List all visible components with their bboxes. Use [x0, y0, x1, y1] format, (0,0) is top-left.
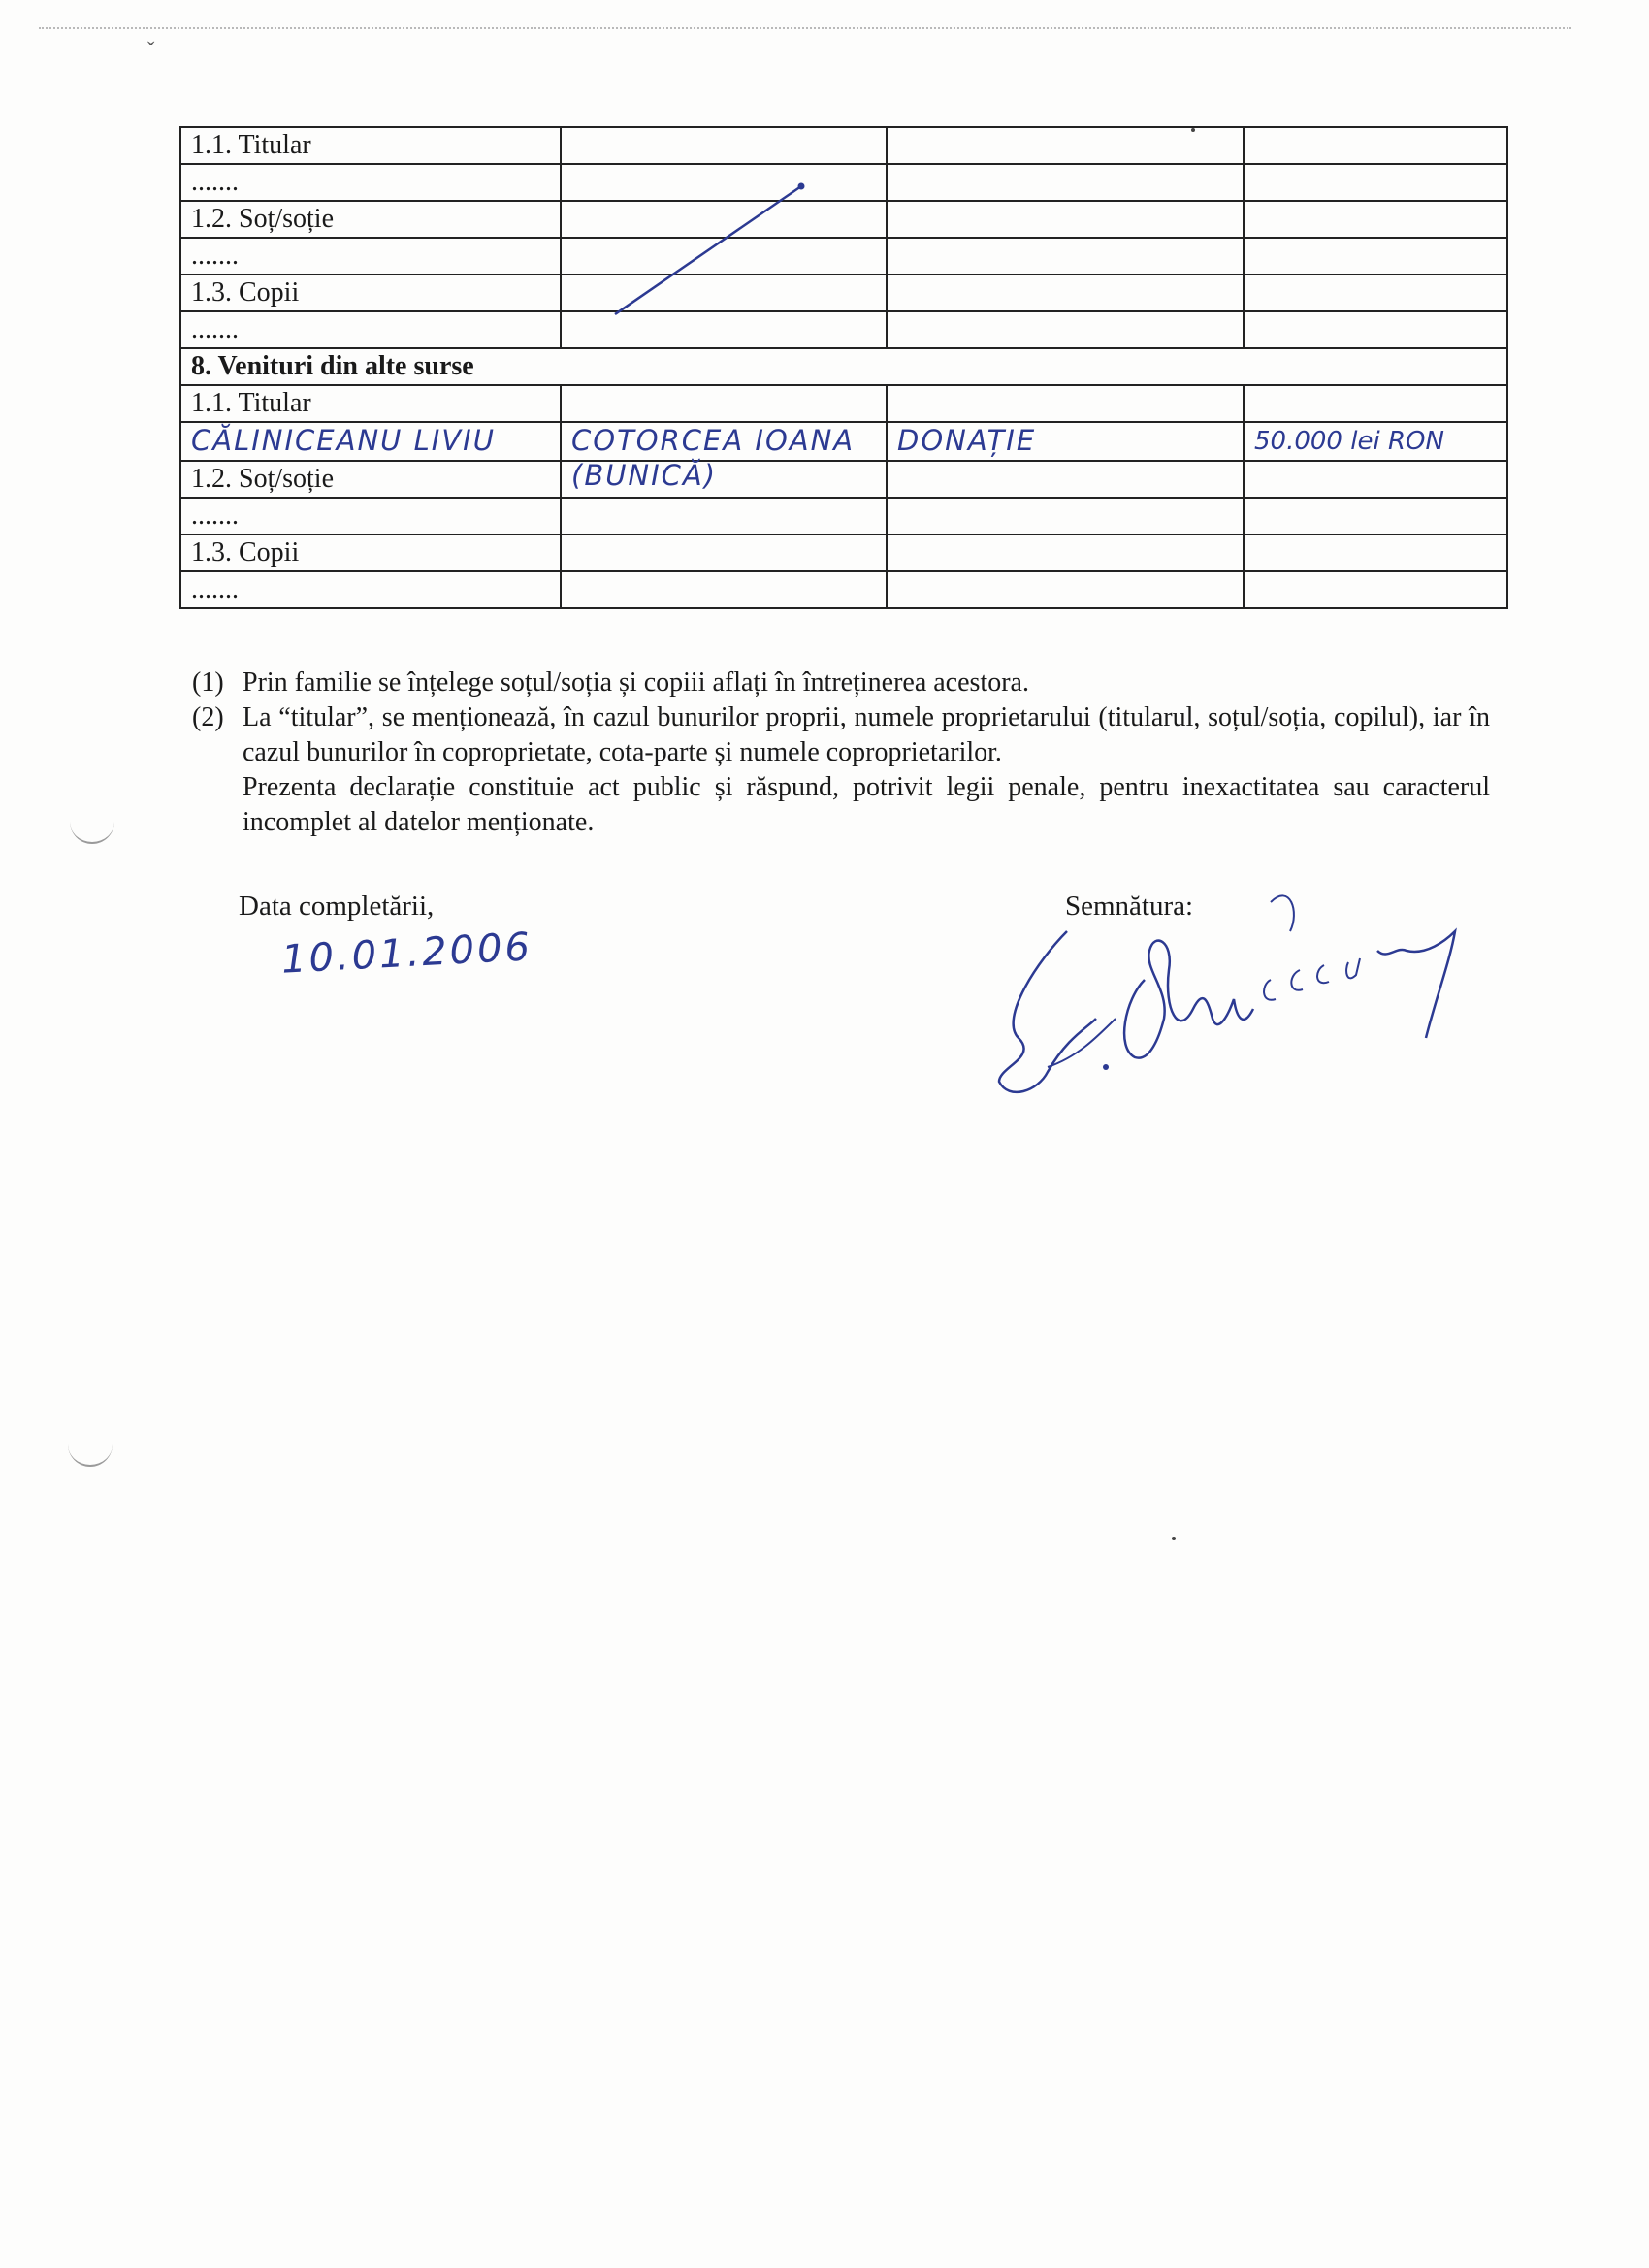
handwritten-titular: CĂLINICEANU LIVIU	[191, 424, 496, 457]
row-label: .......	[180, 311, 561, 348]
strike-stroke	[615, 186, 801, 314]
row-label: 1.1. Titular	[180, 385, 561, 422]
date-label: Data completării,	[239, 891, 435, 922]
signature	[980, 873, 1484, 1116]
footnote-text: Prin familie se înțelege soțul/soția și copiii aflați în întreținerea acestora.	[242, 667, 1029, 697]
handwritten-relation: (BUNICĂ)	[571, 459, 718, 492]
row-label: 1.2. Soț/soție	[180, 201, 561, 238]
footnote-number	[192, 770, 242, 840]
row-label: .......	[180, 238, 561, 275]
row-label: 1.1. Titular	[180, 127, 561, 164]
handwritten-source: COTORCEA IOANA	[571, 424, 856, 457]
strike-dot	[798, 183, 805, 190]
signature-label: Semnătura:	[1065, 891, 1194, 922]
row-label: 1.3. Copii	[180, 275, 561, 311]
row-label: .......	[180, 498, 561, 535]
footnote-text: La “titular”, se menționează, în cazul bunurilor proprii, numele proprietarului (titularul, soțul/soția, copilul), iar în cazul bunurilor în coproprietate, cota-parte și numele coproprietarilor.	[242, 702, 1490, 767]
handwritten-date: 10.01.2006	[279, 924, 534, 983]
scan-mark: ˇ	[147, 37, 155, 61]
row-label: .......	[180, 571, 561, 608]
section-title: 8. Venituri din alte surse	[180, 348, 1507, 385]
footnote-number: (2)	[192, 702, 224, 732]
row-label: 1.3. Copii	[180, 535, 561, 571]
footnote-1	[192, 665, 1490, 700]
row-label: .......	[180, 164, 561, 201]
statement-text: Prezenta declarație constituie act public și răspund, potrivit legii penale, pentru inexactitatea sau caracterul incomplet al datelor menționate.	[242, 772, 1490, 837]
row-label: 1.2. Soț/soție	[180, 461, 561, 498]
handwritten-service: DONAȚIE	[897, 424, 1037, 457]
footnote-2	[192, 700, 1490, 770]
footnotes	[192, 665, 1490, 840]
declaration-statement	[192, 770, 1490, 840]
handwritten-amount: 50.000 lei RON	[1254, 427, 1444, 456]
footnote-number: (1)	[192, 667, 224, 697]
